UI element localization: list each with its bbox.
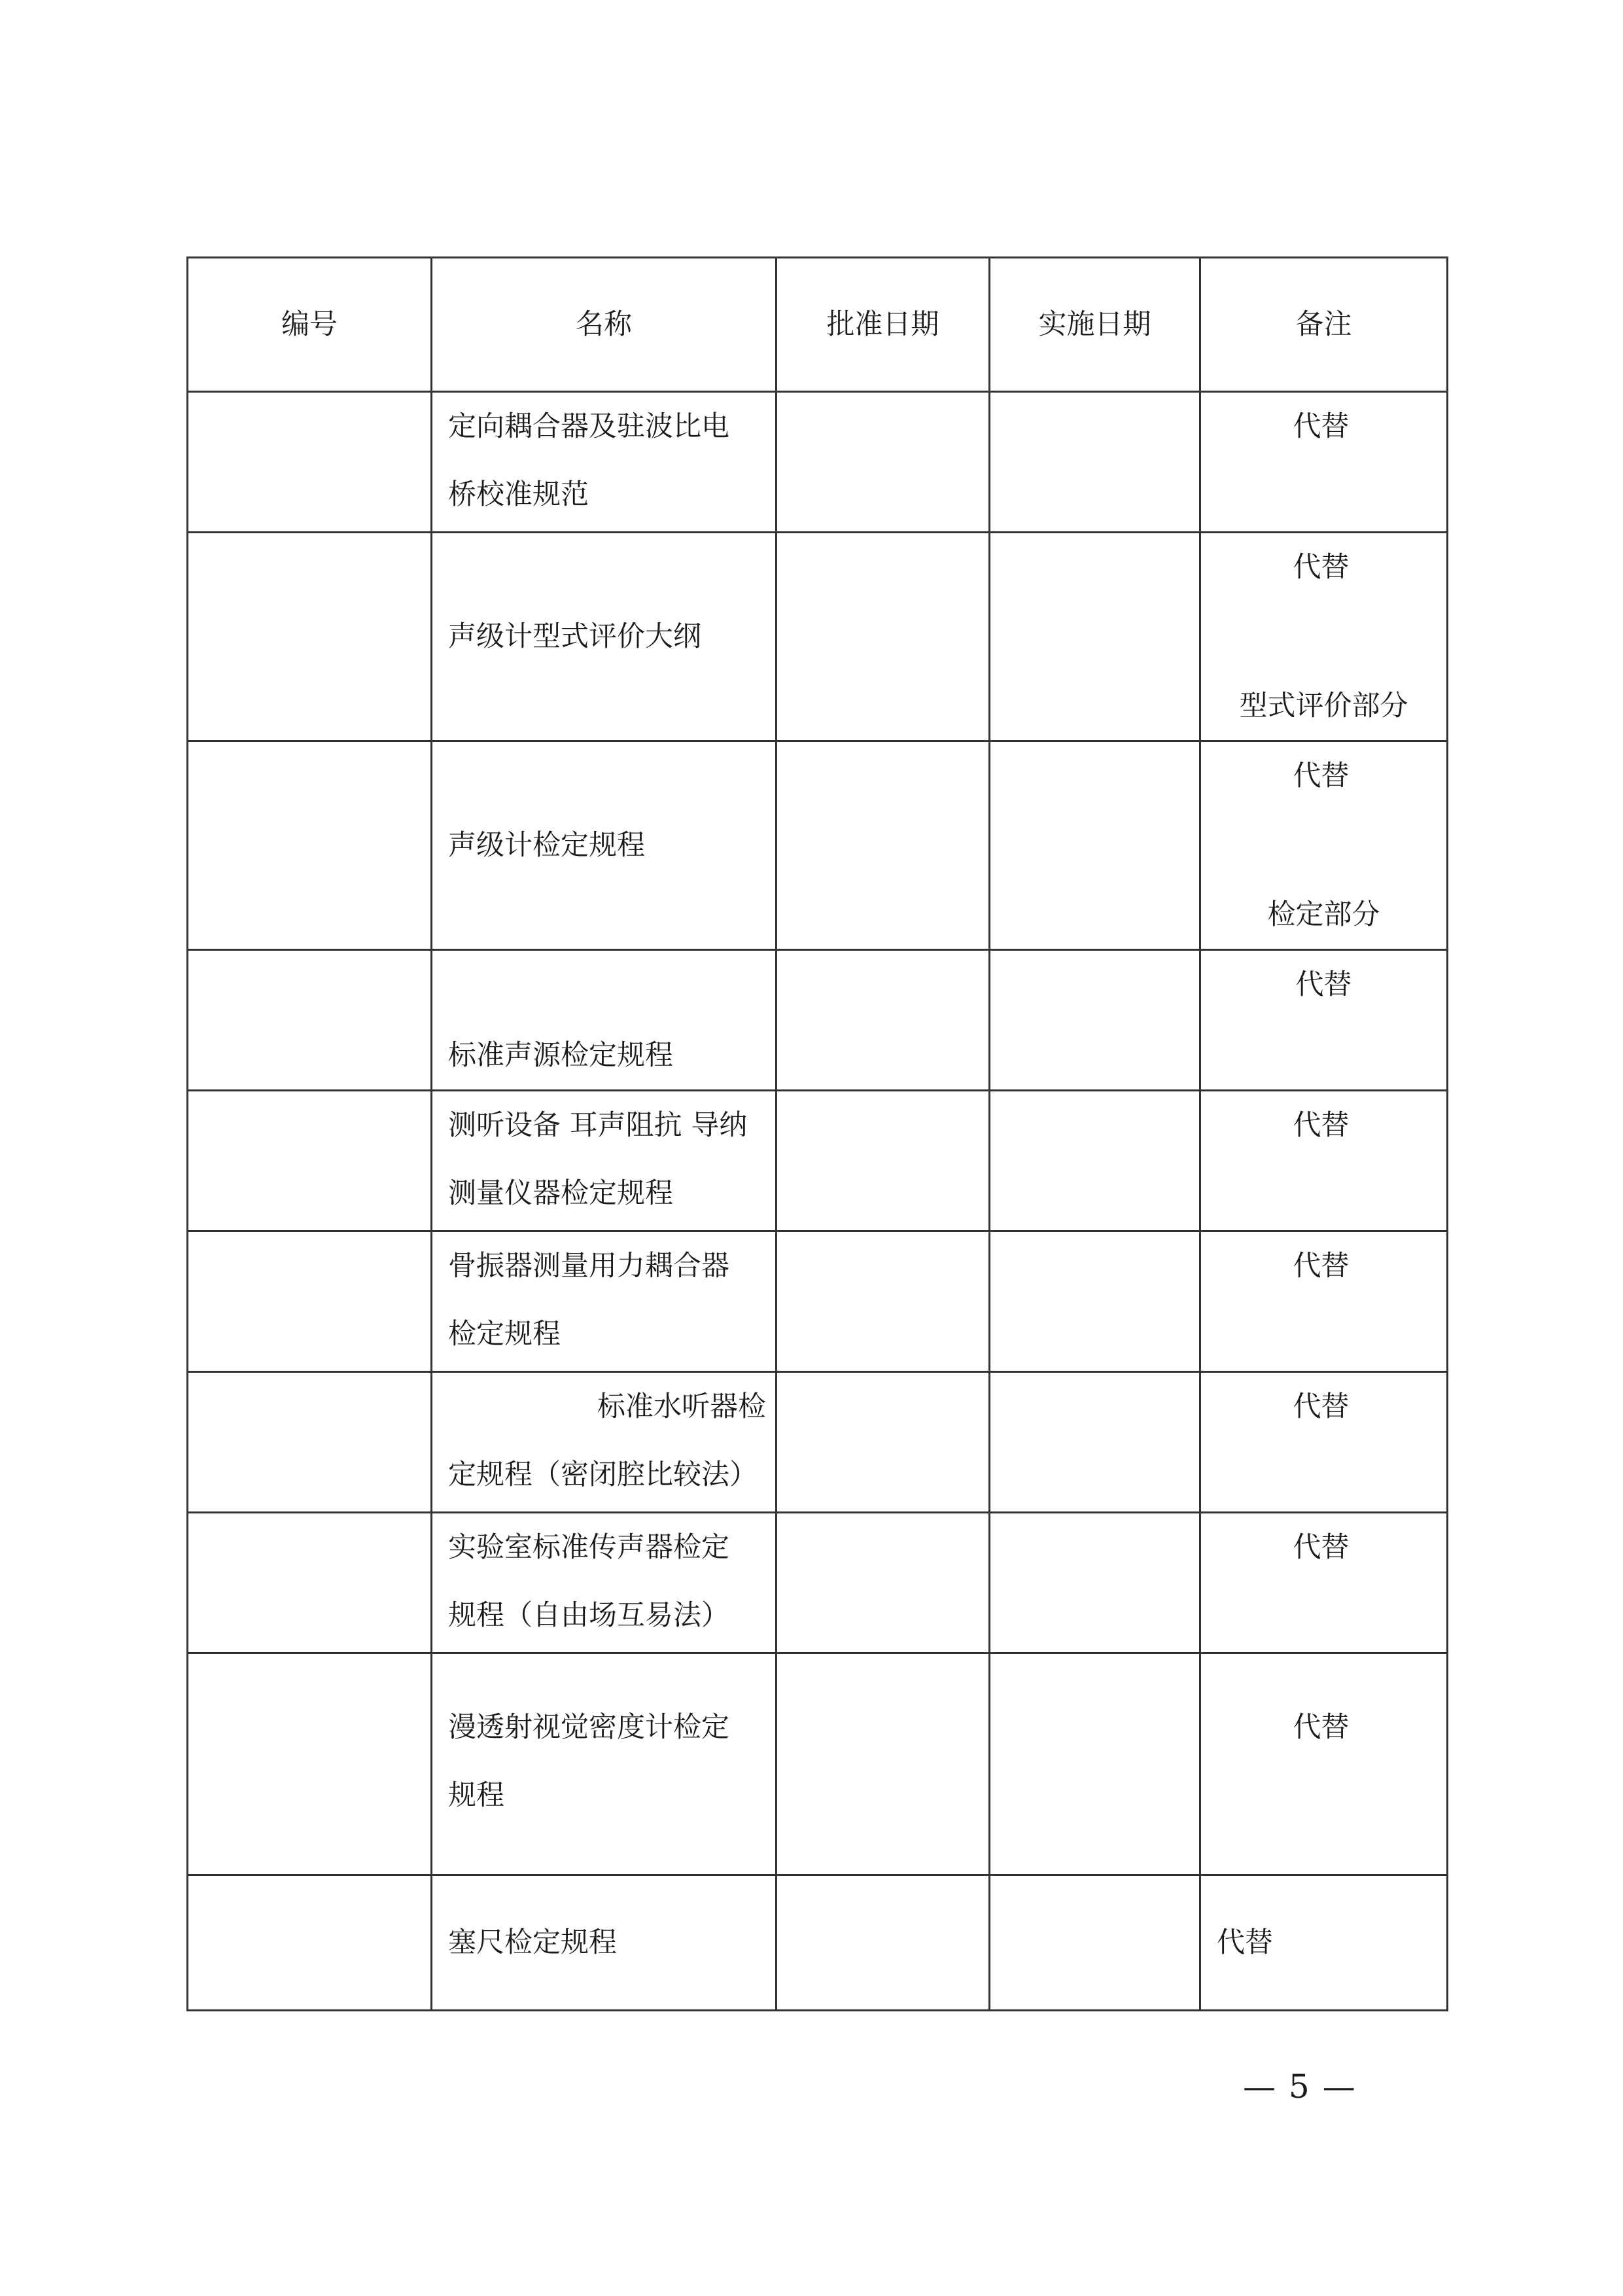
standard-name: 漫透射视觉密度计检定 规程: [448, 1711, 729, 1812]
name-cell: [432, 1513, 777, 1653]
standard-name-text: 标准声源检定规程: [448, 1039, 673, 1072]
name-cell: [432, 950, 777, 1091]
number-cell: [188, 1513, 432, 1653]
standard-name-line1: 标准水听器检: [597, 1390, 766, 1423]
remark-cell: [1200, 392, 1448, 533]
approval-date-cell: [777, 950, 990, 1091]
approval-date-cell: [777, 1091, 990, 1231]
name-cell: [432, 1091, 777, 1231]
implementation-date-cell: [990, 950, 1200, 1091]
remark-cell: [1200, 950, 1448, 1091]
remark-cell: [1200, 1091, 1448, 1231]
name-cell: [432, 1653, 777, 1875]
number-cell: [188, 1653, 432, 1875]
remark-cell: [1200, 1653, 1448, 1875]
table-row: [188, 1513, 1448, 1653]
remark-replace: 代替: [1293, 410, 1350, 443]
header-name: 名称: [432, 258, 777, 392]
header-implementation-date: 实施日期: [990, 258, 1200, 392]
table-row: [188, 741, 1448, 950]
implementation-date-cell: [990, 1653, 1200, 1875]
header-row: [188, 258, 1448, 392]
name-cell: [432, 1231, 777, 1372]
number-cell: [188, 1875, 432, 2011]
number-cell: [188, 1231, 432, 1372]
implementation-date-cell: [990, 533, 1200, 741]
name-cell: [432, 392, 777, 533]
remark-cell: [1200, 1513, 1448, 1653]
table-row: [188, 950, 1448, 1091]
number-cell: [188, 392, 432, 533]
table-row: [188, 392, 1448, 533]
standard-name: [432, 951, 775, 1089]
approval-date-cell: [777, 741, 990, 950]
standard-name: 声级计检定规程: [448, 829, 645, 862]
remark-scope: 型式评价部分: [1239, 690, 1408, 722]
name-cell: [432, 1875, 777, 2011]
remark-cell: [1200, 533, 1448, 741]
name-cell: [432, 741, 777, 950]
implementation-date-cell: [990, 1875, 1200, 2011]
standard-name: 测听设备 耳声阻抗 导纳 测量仪器检定规程: [448, 1109, 748, 1210]
standards-table: [186, 256, 1448, 2011]
approval-date-cell: [777, 392, 990, 533]
remark-cell: [1200, 1372, 1448, 1513]
implementation-date-cell: [990, 392, 1200, 533]
remark-replace: 代替: [1293, 760, 1350, 792]
number-cell: [188, 950, 432, 1091]
standard-name: 声级计型式评价大纲: [448, 620, 701, 653]
table-row: [188, 1372, 1448, 1513]
table-row: [188, 1091, 1448, 1231]
header-remarks: 备注: [1200, 258, 1448, 392]
number-cell: [188, 1091, 432, 1231]
page-number: — 5 —: [1243, 2068, 1357, 2106]
approval-date-cell: [777, 1372, 990, 1513]
approval-date-cell: [777, 1231, 990, 1372]
remark-cell: [1200, 741, 1448, 950]
remark-scope: 检定部分: [1267, 898, 1380, 931]
implementation-date-cell: [990, 1372, 1200, 1513]
name-cell: [432, 533, 777, 741]
standard-name: 骨振器测量用力耦合器 检定规程: [448, 1250, 729, 1351]
standard-name-line2: 定规程（密闭腔比较法）: [448, 1458, 758, 1491]
standard-name: 实验室标准传声器检定 规程（自由场互易法）: [448, 1531, 729, 1632]
implementation-date-cell: [990, 1513, 1200, 1653]
number-cell: [188, 1372, 432, 1513]
standard-name: [432, 1373, 775, 1509]
remark-replace: 代替: [1217, 1926, 1273, 1959]
implementation-date-cell: [990, 1231, 1200, 1372]
approval-date-cell: [777, 1513, 990, 1653]
remark-cell: [1200, 1231, 1448, 1372]
remark-replace: 代替: [1293, 1711, 1350, 1744]
table-row: [188, 1231, 1448, 1372]
approval-date-cell: [777, 1875, 990, 2011]
remark-replace: 代替: [1293, 1531, 1350, 1564]
standard-name: 定向耦合器及驻波比电 桥校准规范: [448, 410, 729, 511]
remark-replace: 代替: [1293, 1390, 1350, 1423]
table-row: [188, 533, 1448, 741]
standard-name: 塞尺检定规程: [448, 1926, 617, 1959]
table-row: [188, 1875, 1448, 2011]
number-cell: [188, 741, 432, 950]
name-cell: [432, 1372, 777, 1513]
approval-date-cell: [777, 1653, 990, 1875]
number-cell: [188, 533, 432, 741]
remark-replace: 代替: [1293, 1250, 1350, 1282]
approval-date-cell: [777, 533, 990, 741]
implementation-date-cell: [990, 741, 1200, 950]
remark-replace: 代替: [1293, 551, 1350, 584]
remark-replace: 代替: [1293, 1109, 1350, 1142]
header-approval-date: 批准日期: [777, 258, 990, 392]
remark-cell: [1200, 1875, 1448, 2011]
implementation-date-cell: [990, 1091, 1200, 1231]
remark-replace: 代替: [1295, 968, 1352, 1001]
table-row: [188, 1653, 1448, 1875]
header-number: 编号: [188, 258, 432, 392]
